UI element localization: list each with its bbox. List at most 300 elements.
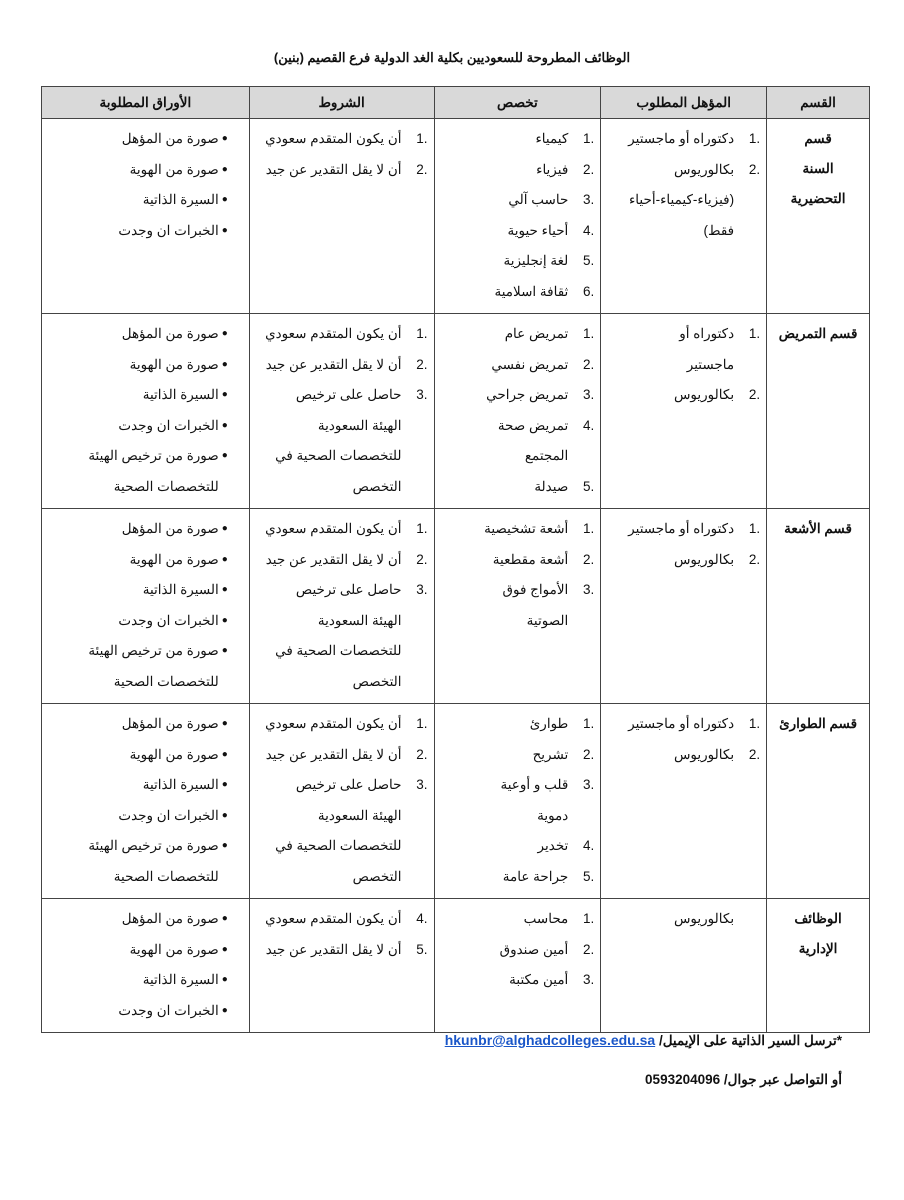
item-number: 1. xyxy=(748,131,761,146)
list-item xyxy=(256,319,428,350)
item-number: 3. xyxy=(416,777,428,792)
department-name-line: قسم التمريض xyxy=(778,326,858,341)
list-item xyxy=(48,411,243,442)
bullet-icon: ● xyxy=(221,718,228,729)
item-text: صورة من الهوية xyxy=(129,356,219,372)
item-text: بكالوريوس xyxy=(673,746,735,762)
list-item xyxy=(48,636,243,667)
list-item xyxy=(256,380,428,411)
item-text: الهيئة السعودية xyxy=(317,807,402,823)
bullet-icon: ● xyxy=(221,840,228,851)
item-text: صورة من ترخيص الهيئة xyxy=(88,643,219,658)
item-number: 2. xyxy=(583,941,595,957)
item-number: 2. xyxy=(748,551,761,567)
list-item xyxy=(48,545,243,576)
list-item xyxy=(48,770,243,801)
list-item xyxy=(607,155,760,186)
list-item xyxy=(607,514,760,545)
department-cell xyxy=(767,509,870,704)
item-number: 2. xyxy=(748,161,761,177)
qualification-cell xyxy=(601,314,767,509)
list-item xyxy=(441,831,595,862)
item-text: أن يكون المتقدم سعودي xyxy=(265,521,402,536)
item-number xyxy=(568,606,594,637)
item-text: دكتوراه أو ماجستير xyxy=(628,131,735,146)
list-item xyxy=(441,124,595,155)
item-number: 2. xyxy=(416,746,428,762)
item-text: الهيئة السعودية xyxy=(317,417,402,433)
list-item xyxy=(441,606,595,637)
header-department: القسم xyxy=(767,87,870,119)
item-number: 5. xyxy=(583,253,595,268)
department-name-line: الإدارية xyxy=(798,941,838,956)
bullet-icon: ● xyxy=(221,389,228,400)
department-name-line: التحضيرية xyxy=(790,191,846,206)
list-item xyxy=(607,740,760,771)
conditions-cell xyxy=(249,509,434,704)
item-text: أن لا يقل التقدير عن جيد xyxy=(265,356,402,372)
list-item xyxy=(441,246,595,277)
item-number xyxy=(402,606,428,637)
list-item xyxy=(48,801,243,832)
list-item xyxy=(48,904,243,935)
qualification-list xyxy=(607,904,760,935)
item-text: أن لا يقل التقدير عن جيد xyxy=(265,551,402,567)
bullet-icon: ● xyxy=(221,163,228,175)
list-item xyxy=(441,472,595,503)
list-item xyxy=(48,514,243,545)
item-text: أشعة مقطعية xyxy=(492,551,569,567)
list-item xyxy=(441,801,595,832)
phone-note-line xyxy=(142,1072,842,1088)
item-number xyxy=(568,801,594,832)
item-number: 3. xyxy=(583,192,595,207)
item-number: 2. xyxy=(583,746,595,762)
item-text: صورة من المؤهل xyxy=(121,521,219,536)
list-item xyxy=(256,350,428,381)
page-title: الوظائف المطروحة للسعوديين بكلية الغد الدولية فرع القصيم (بنين) xyxy=(273,50,631,65)
documents-cell xyxy=(42,704,250,899)
documents-list xyxy=(48,124,243,246)
list-item xyxy=(441,935,595,966)
item-text: دكتوراه أو ماجستير xyxy=(628,521,735,536)
item-text: دموية xyxy=(537,807,569,823)
qualification-cell xyxy=(601,509,767,704)
bullet-icon: ● xyxy=(221,645,228,656)
item-text: المجتمع xyxy=(524,448,569,463)
item-number: 1. xyxy=(416,521,428,536)
department-name-line: الوظائف xyxy=(794,911,842,926)
list-item xyxy=(256,935,428,966)
item-number: 2. xyxy=(583,356,595,372)
list-item xyxy=(48,155,243,186)
item-number: 4. xyxy=(583,222,595,238)
bullet-icon: ● xyxy=(221,328,228,339)
item-number: 1. xyxy=(748,326,761,341)
documents-list xyxy=(48,709,243,892)
list-item xyxy=(441,155,595,186)
item-text: قلب و أوعية xyxy=(500,777,569,792)
department-cell xyxy=(767,314,870,509)
item-number: 1. xyxy=(583,911,595,926)
email-link[interactable]: hkunbr@alghadcolleges.edu.sa xyxy=(444,1032,656,1048)
item-text: بكالوريوس xyxy=(673,387,735,402)
conditions-cell xyxy=(249,704,434,899)
item-number: 1. xyxy=(416,716,428,731)
bullet-icon: ● xyxy=(221,614,228,626)
item-text: حاسب آلي xyxy=(508,192,569,207)
item-text: جراحة عامة xyxy=(502,868,569,884)
list-item xyxy=(441,185,595,216)
list-item xyxy=(48,965,243,996)
conditions-cell xyxy=(249,314,434,509)
item-text: السيرة الذاتية xyxy=(142,972,219,987)
item-text: صورة من ترخيص الهيئة xyxy=(88,838,219,853)
item-number xyxy=(402,472,428,503)
list-item xyxy=(441,770,595,801)
item-text: الصوتية xyxy=(526,612,569,628)
item-text: فيزياء xyxy=(536,161,569,177)
qualification-cell xyxy=(601,899,767,1033)
item-number xyxy=(402,801,428,832)
item-text: أن يكون المتقدم سعودي xyxy=(265,326,402,341)
item-number: 4. xyxy=(583,417,595,433)
item-number: 1. xyxy=(748,716,761,731)
list-item xyxy=(607,350,760,381)
item-text: الخبرات ان وجدت xyxy=(118,807,219,823)
item-text: للتخصصات الصحية في xyxy=(275,643,402,658)
department-name-line: قسم الطوارئ xyxy=(779,716,858,731)
item-text: صورة من الهوية xyxy=(129,161,219,177)
table-row xyxy=(42,704,870,899)
item-number: 2. xyxy=(416,161,428,177)
conditions-cell xyxy=(249,899,434,1033)
item-number: 2. xyxy=(583,551,595,567)
documents-list xyxy=(48,514,243,697)
specialty-cell xyxy=(434,899,601,1033)
item-text: (فيزياء-كيمياء-أحياء فقط) xyxy=(628,192,735,238)
list-item xyxy=(256,124,428,155)
item-text: دكتوراه أو ماجستير xyxy=(628,716,735,731)
list-item xyxy=(256,575,428,606)
item-number: 1. xyxy=(583,521,595,536)
documents-list xyxy=(48,319,243,502)
department-name-line: قسم xyxy=(804,131,832,146)
list-item xyxy=(441,380,595,411)
item-text: للتخصصات الصحية xyxy=(113,478,219,494)
item-text: الهيئة السعودية xyxy=(317,612,402,628)
item-number: 2. xyxy=(416,551,428,567)
list-item xyxy=(48,380,243,411)
item-number: 1. xyxy=(416,326,428,341)
item-number xyxy=(568,441,594,472)
item-number xyxy=(402,411,428,442)
item-text: تمريض جراحي xyxy=(486,387,569,402)
list-item xyxy=(256,801,428,832)
cv-note-text: *ترسل السير الذاتية على الإيميل/ xyxy=(658,1033,842,1048)
item-number xyxy=(402,441,428,472)
phone-number: 0593204096 xyxy=(645,1072,721,1087)
bullet-icon: ● xyxy=(221,419,228,431)
header-documents: الأوراق المطلوبة xyxy=(42,87,250,119)
item-text: صورة من الهوية xyxy=(129,941,219,957)
item-text: حاصل على ترخيص xyxy=(295,387,402,402)
list-item xyxy=(48,441,243,472)
department-cell xyxy=(767,119,870,314)
list-item xyxy=(256,740,428,771)
list-item xyxy=(441,862,595,893)
item-text: تمريض عام xyxy=(504,326,569,341)
qualification-cell xyxy=(601,119,767,314)
item-text: التخصص xyxy=(352,478,402,494)
list-item xyxy=(256,441,428,472)
list-item xyxy=(48,319,243,350)
item-text: للتخصصات الصحية في xyxy=(275,838,402,853)
list-item xyxy=(441,350,595,381)
list-item xyxy=(256,606,428,637)
item-number: 4. xyxy=(583,838,595,853)
bullet-icon: ● xyxy=(221,523,228,534)
phone-note-text: أو التواصل عبر جوال/ xyxy=(723,1072,842,1087)
item-text: صورة من المؤهل xyxy=(121,716,219,731)
list-item xyxy=(441,514,595,545)
documents-cell xyxy=(42,314,250,509)
bullet-icon: ● xyxy=(221,224,228,236)
list-item xyxy=(441,965,595,996)
item-text: صورة من ترخيص الهيئة xyxy=(88,448,219,463)
item-text: السيرة الذاتية xyxy=(142,777,219,792)
documents-cell xyxy=(42,509,250,704)
item-number: 2. xyxy=(416,356,428,372)
item-number: 6. xyxy=(583,283,595,299)
list-item xyxy=(441,441,595,472)
table-row xyxy=(42,899,870,1033)
item-text: حاصل على ترخيص xyxy=(295,582,402,597)
list-item xyxy=(48,831,243,862)
item-number: 5. xyxy=(416,941,428,957)
bullet-icon: ● xyxy=(221,974,228,985)
item-text: صيدلة xyxy=(534,478,569,494)
item-number: 3. xyxy=(416,582,428,597)
list-item xyxy=(441,709,595,740)
conditions-cell xyxy=(249,119,434,314)
item-number xyxy=(734,350,760,381)
department-cell xyxy=(767,899,870,1033)
list-item xyxy=(441,904,595,935)
list-item xyxy=(48,740,243,771)
list-item xyxy=(256,155,428,186)
list-item xyxy=(441,575,595,606)
list-item xyxy=(48,862,243,893)
item-text: صورة من المؤهل xyxy=(121,326,219,341)
item-text: الخبرات ان وجدت xyxy=(118,1002,219,1018)
list-item xyxy=(48,935,243,966)
conditions-list xyxy=(256,709,428,892)
specialty-list xyxy=(441,514,595,636)
bullet-icon: ● xyxy=(221,133,228,144)
item-number: 2. xyxy=(748,746,761,762)
item-number xyxy=(402,636,428,667)
item-text: تشريح xyxy=(532,746,569,762)
bullet-icon: ● xyxy=(221,194,228,205)
item-text: أن لا يقل التقدير عن جيد xyxy=(265,161,402,177)
item-text: التخصص xyxy=(352,868,402,884)
item-text: صورة من الهوية xyxy=(129,746,219,762)
item-text: السيرة الذاتية xyxy=(142,582,219,597)
table-row xyxy=(42,509,870,704)
bullet-icon: ● xyxy=(221,450,228,461)
item-number: 1. xyxy=(416,131,428,146)
specialty-cell xyxy=(434,314,601,509)
item-text: دكتوراه أو xyxy=(679,326,735,341)
table-row xyxy=(42,119,870,314)
bullet-icon: ● xyxy=(221,809,228,821)
list-item xyxy=(441,545,595,576)
list-item xyxy=(256,831,428,862)
item-number: 1. xyxy=(583,716,595,731)
header-specialty: تخصص xyxy=(434,87,601,119)
qualification-list xyxy=(607,709,760,770)
item-text: تمريض صحة xyxy=(497,417,569,433)
list-item xyxy=(48,350,243,381)
list-item xyxy=(256,709,428,740)
qualification-list xyxy=(607,514,760,575)
list-item xyxy=(441,216,595,247)
documents-cell xyxy=(42,899,250,1033)
conditions-list xyxy=(256,514,428,697)
department-name-line: قسم الأشعة xyxy=(784,521,852,536)
conditions-list xyxy=(256,124,428,185)
item-text: صورة من الهوية xyxy=(129,551,219,567)
item-text: أحياء حيوية xyxy=(507,222,569,238)
department-name-line: السنة xyxy=(802,161,834,176)
specialty-list xyxy=(441,709,595,892)
item-number: 5. xyxy=(583,478,595,494)
list-item xyxy=(441,740,595,771)
list-item xyxy=(256,514,428,545)
item-text: للتخصصات الصحية xyxy=(113,868,219,884)
bullet-icon: ● xyxy=(221,748,228,760)
item-text: لغة إنجليزية xyxy=(503,253,569,268)
list-item xyxy=(607,319,760,350)
documents-cell xyxy=(42,119,250,314)
item-number xyxy=(402,862,428,893)
item-text: ماجستير xyxy=(686,356,735,372)
specialty-list xyxy=(441,319,595,502)
item-text: أن يكون المتقدم سعودي xyxy=(265,911,402,926)
item-text: أن يكون المتقدم سعودي xyxy=(265,131,402,146)
item-number xyxy=(734,185,760,246)
list-item xyxy=(607,545,760,576)
item-text: الخبرات ان وجدت xyxy=(118,417,219,433)
item-text: بكالوريوس xyxy=(673,161,735,177)
item-text: ثقافة اسلامية xyxy=(494,283,569,299)
department-cell xyxy=(767,704,870,899)
bullet-icon: ● xyxy=(221,943,228,955)
bullet-icon: ● xyxy=(221,779,228,790)
item-number: 1. xyxy=(583,131,595,146)
item-text: تمريض نفسي xyxy=(491,356,569,372)
item-number: 2. xyxy=(583,161,595,177)
list-item xyxy=(441,319,595,350)
jobs-table xyxy=(41,86,870,1033)
list-item xyxy=(256,770,428,801)
item-number xyxy=(402,667,428,698)
item-text: أن لا يقل التقدير عن جيد xyxy=(265,746,402,762)
item-text: صورة من المؤهل xyxy=(121,131,219,146)
bullet-icon: ● xyxy=(221,358,228,370)
list-item xyxy=(48,216,243,247)
item-number xyxy=(402,831,428,862)
item-number: 5. xyxy=(583,868,595,884)
list-item xyxy=(607,380,760,411)
conditions-list xyxy=(256,319,428,502)
item-number: 3. xyxy=(583,972,595,987)
list-item xyxy=(48,606,243,637)
bullet-icon: ● xyxy=(221,1004,228,1016)
item-text: أن لا يقل التقدير عن جيد xyxy=(265,941,402,957)
item-number: 1. xyxy=(583,326,595,341)
item-text: أمين صندوق xyxy=(499,941,569,957)
list-item xyxy=(607,185,760,246)
item-number: 2. xyxy=(748,387,761,402)
item-text: محاسب xyxy=(523,911,569,926)
header-conditions: الشروط xyxy=(249,87,434,119)
specialty-cell xyxy=(434,119,601,314)
item-text: أشعة تشخيصية xyxy=(484,521,569,536)
specialty-list xyxy=(441,904,595,996)
list-item xyxy=(441,277,595,308)
item-text: صورة من المؤهل xyxy=(121,911,219,926)
bullet-icon: ● xyxy=(221,913,228,924)
list-item xyxy=(256,472,428,503)
item-number: 3. xyxy=(416,387,428,402)
item-text: الخبرات ان وجدت xyxy=(118,222,219,238)
list-item xyxy=(256,545,428,576)
specialty-cell xyxy=(434,704,601,899)
item-text: بكالوريوس xyxy=(673,911,735,926)
list-item xyxy=(48,124,243,155)
item-text: كيمياء xyxy=(535,131,569,146)
conditions-list xyxy=(256,904,428,965)
list-item xyxy=(256,667,428,698)
item-number: 3. xyxy=(583,387,595,402)
table-row xyxy=(42,314,870,509)
list-item xyxy=(48,185,243,216)
item-text: تخدير xyxy=(537,838,569,853)
list-item xyxy=(48,575,243,606)
specialty-list xyxy=(441,124,595,307)
header-qualification: المؤهل المطلوب xyxy=(601,87,767,119)
list-item xyxy=(256,862,428,893)
item-text: الخبرات ان وجدت xyxy=(118,612,219,628)
item-text: للتخصصات الصحية في xyxy=(275,448,402,463)
list-item xyxy=(256,411,428,442)
item-text: التخصص xyxy=(352,673,402,689)
item-text: السيرة الذاتية xyxy=(142,387,219,402)
qualification-list xyxy=(607,124,760,246)
list-item xyxy=(48,709,243,740)
item-number: 3. xyxy=(583,777,595,792)
list-item xyxy=(441,411,595,442)
item-text: بكالوريوس xyxy=(673,551,735,567)
item-text: أن يكون المتقدم سعودي xyxy=(265,716,402,731)
item-text: أمين مكتبة xyxy=(509,972,569,987)
list-item xyxy=(607,124,760,155)
documents-list xyxy=(48,904,243,1026)
list-item xyxy=(607,709,760,740)
item-number xyxy=(734,904,760,935)
